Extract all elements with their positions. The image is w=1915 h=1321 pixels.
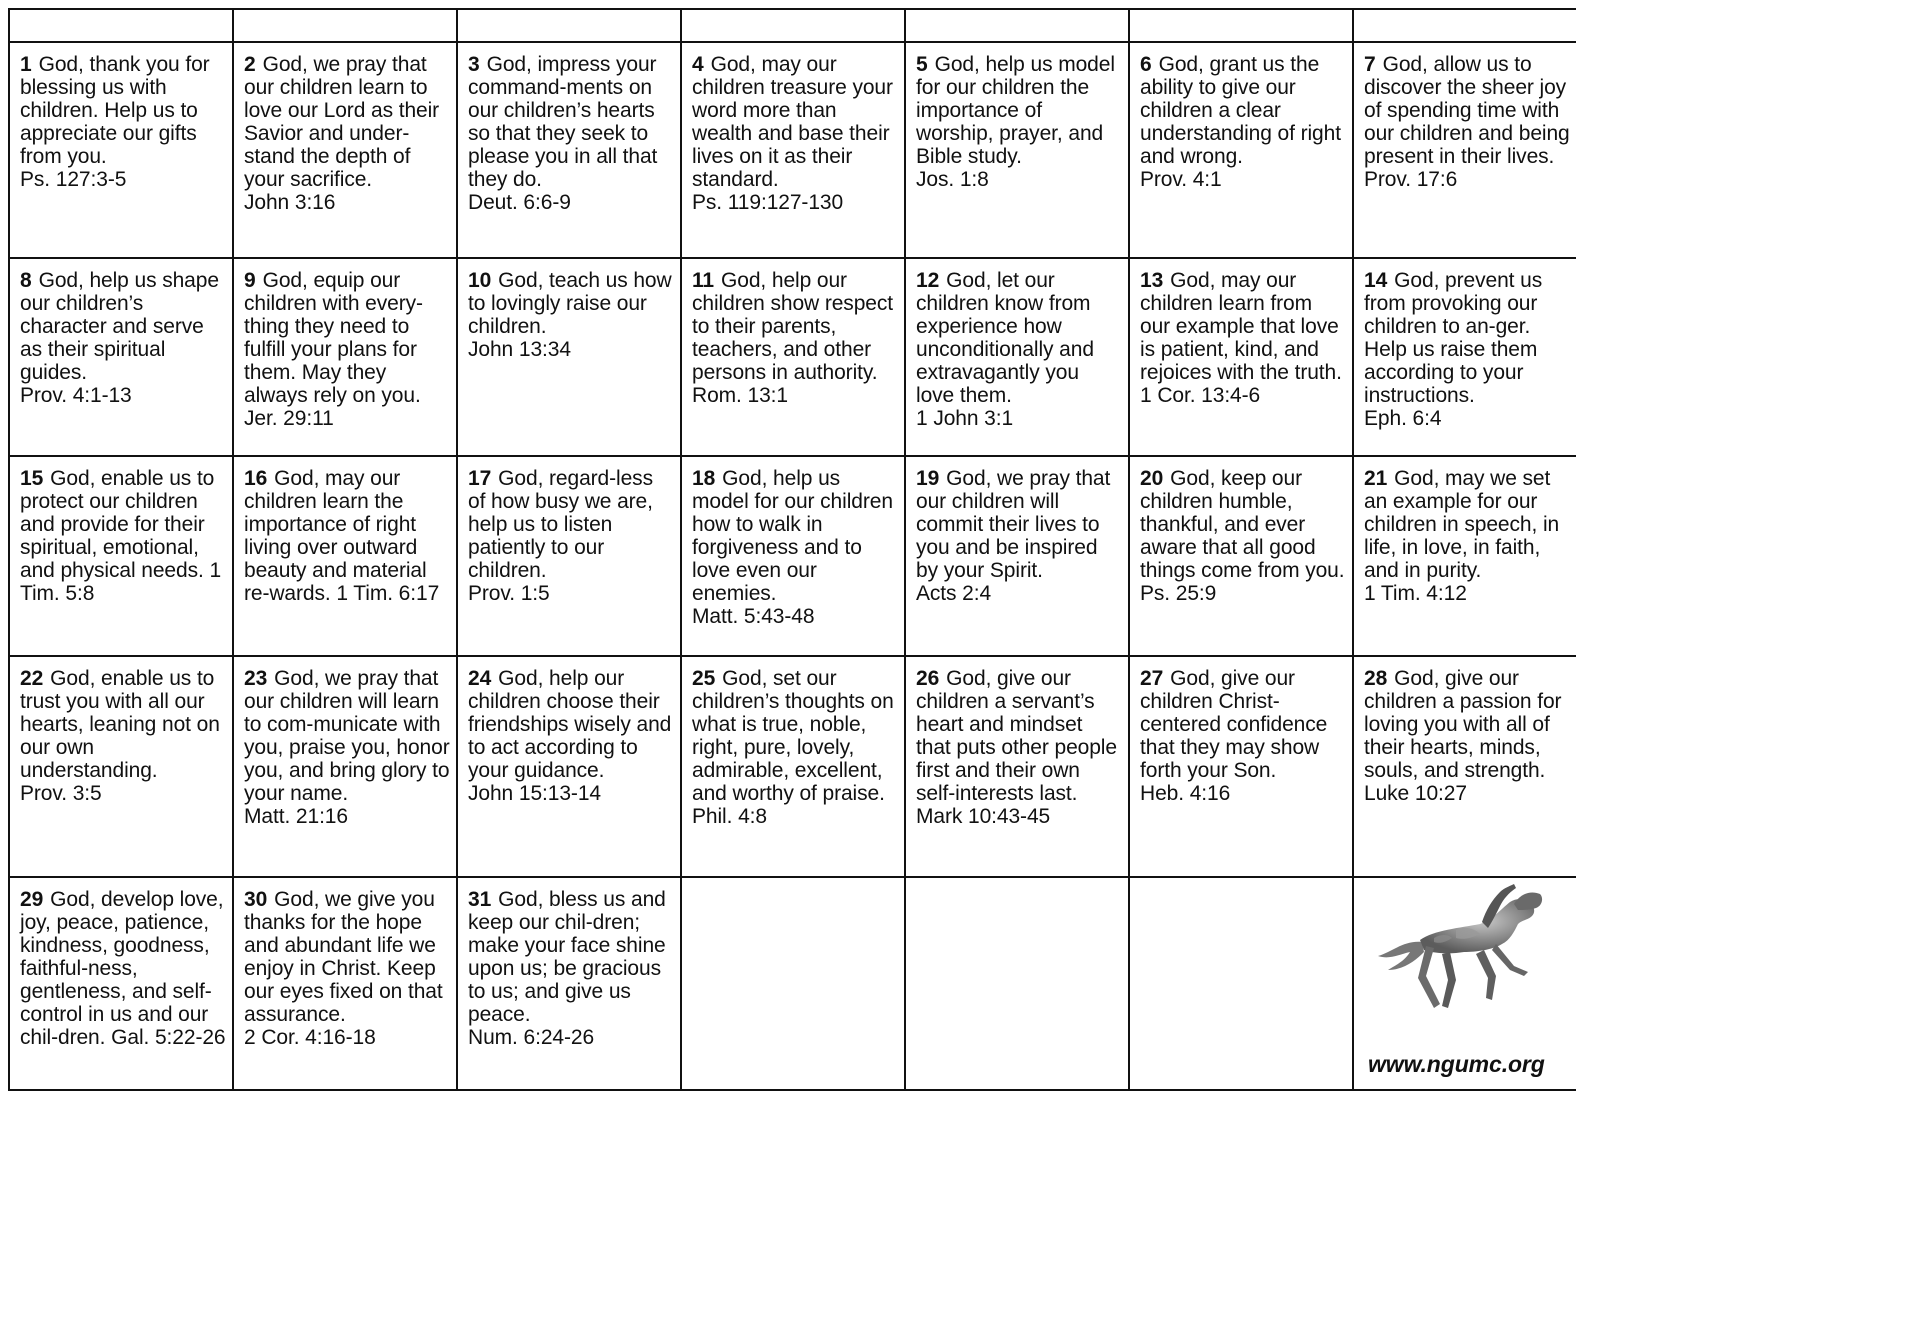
scripture-ref: 1 John 3:1 [916,407,1014,430]
day-cell [456,878,680,1089]
day-cell [8,657,232,876]
day-prayer: God, give our children a servant’s heart and mindset that puts other people first and their own self-interests last. [916,667,1117,805]
week-row [8,257,1576,455]
day-cell [1128,43,1352,257]
day-number: 18 [692,467,716,490]
day-prayer: God, give our children Christ-centered confidence that they may show forth your Son. [1140,667,1328,782]
scripture-ref: Ps. 25:9 [1140,582,1217,605]
day-cell [1128,457,1352,655]
day-number: 25 [692,667,716,690]
day-prayer: God, equip our children with every-thing they need to fulfill your plans for them. May they always rely on you. [244,269,423,407]
week-row [8,876,1576,1091]
day-prayer: God, grant us the ability to give our children a clear understanding of right and wrong. [1140,53,1341,168]
scripture-ref: Prov. 1:5 [468,582,550,605]
scripture-ref: 1 Tim. 5:8 [20,559,222,605]
day-prayer: God, we pray that our children learn to love our Lord as their Savior and under-stand the depth of your sacrifice. [244,53,440,191]
day-prayer: God, thank you for blessing us with children. Help us to appreciate our gifts from you. [20,53,210,168]
day-number: 16 [244,467,268,490]
week-row [8,41,1576,257]
day-cell [1352,457,1576,655]
day-cell [904,259,1128,455]
day-cell [456,259,680,455]
empty-day-cell [904,878,1128,1089]
day-cell [232,457,456,655]
day-number: 2 [244,53,256,76]
day-number: 21 [1364,467,1388,490]
day-number: 17 [468,467,492,490]
day-prayer: God, keep our children humble, thankful, and ever aware that all good things come from you. [1140,467,1345,582]
scripture-ref: Phil. 4:8 [692,805,767,828]
header-cell [456,8,680,41]
day-prayer: God, we give you thanks for the hope and abundant life we enjoy in Christ. Keep our eyes fixed on that assurance. [244,888,443,1026]
day-cell [680,43,904,257]
day-number: 14 [1364,269,1388,292]
logo-cell [1352,878,1576,1089]
scripture-ref: John 3:16 [244,191,336,214]
scripture-ref: 1 Tim. 4:12 [1364,582,1467,605]
day-cell [8,457,232,655]
day-cell [232,878,456,1089]
header-row [8,8,1576,41]
day-cell [1352,657,1576,876]
day-cell [232,259,456,455]
scripture-ref: Prov. 4:1 [1140,168,1222,191]
day-number: 11 [692,269,714,292]
scripture-ref: Prov. 3:5 [20,782,102,805]
scripture-ref: Acts 2:4 [916,582,992,605]
day-number: 13 [1140,269,1164,292]
day-prayer: God, let our children know from experience how unconditionally and extravagantly you love them. [916,269,1094,407]
day-cell [456,43,680,257]
day-cell [680,457,904,655]
day-cell [8,43,232,257]
day-prayer: God, help our children show respect to their parents, teachers, and other persons in authority. [692,269,893,384]
day-number: 19 [916,467,940,490]
day-number: 6 [1140,53,1152,76]
scripture-ref: Ps. 127:3-5 [20,168,127,191]
day-prayer: God, help our children choose their friendships wisely and to act according to your guidance. [468,667,672,782]
day-cell [904,657,1128,876]
day-prayer: God, bless us and keep our chil-dren; make your face shine upon us; be gracious to us; and give us peace. [468,888,666,1026]
scripture-ref: Matt. 5:43-48 [692,605,815,628]
header-cell [232,8,456,41]
day-prayer: God, set our children’s thoughts on what is true, noble, right, pure, lovely, admirable, excellent, and worthy of praise. [692,667,894,805]
scripture-ref: 1 Tim. 6:17 [336,582,440,605]
day-cell [232,43,456,257]
day-cell [680,259,904,455]
scripture-ref: 2 Cor. 4:16-18 [244,1026,376,1049]
day-number: 9 [244,269,256,292]
day-cell [456,657,680,876]
day-number: 8 [20,269,32,292]
day-cell [1128,657,1352,876]
day-number: 22 [20,667,44,690]
day-prayer: God, help us model for our children the importance of worship, prayer, and Bible study. [916,53,1115,168]
day-number: 10 [468,269,492,292]
day-number: 3 [468,53,480,76]
scripture-ref: John 15:13-14 [468,782,601,805]
scripture-ref: Gal. 5:22-26 [111,1026,226,1049]
day-prayer: God, enable us to protect our children and provide for their spiritual, emotional, and physical needs. [20,467,215,582]
scripture-ref: John 13:34 [468,338,571,361]
day-prayer: God, allow us to discover the sheer joy of spending time with our children and being present in their lives. [1364,53,1570,168]
day-prayer: God, develop love, joy, peace, patience, kindness, goodness, faithful-ness, gentleness, and self-control in us and our chil-dren. [20,888,224,1049]
empty-day-cell [680,878,904,1089]
week-row [8,655,1576,876]
day-number: 30 [244,888,268,911]
day-prayer: God, may our children learn the importance of right living over outward beauty and material re-wards. [244,467,427,605]
day-cell [1352,259,1576,455]
day-cell [1128,259,1352,455]
scripture-ref: Num. 6:24-26 [468,1026,595,1049]
scripture-ref: Eph. 6:4 [1364,407,1442,430]
day-number: 26 [916,667,940,690]
day-number: 27 [1140,667,1164,690]
scripture-ref: Prov. 4:1-13 [20,384,132,407]
header-cell [1352,8,1576,41]
week-row [8,455,1576,655]
day-number: 5 [916,53,928,76]
day-number: 29 [20,888,44,911]
scripture-ref: Rom. 13:1 [692,384,788,407]
day-prayer: God, enable us to trust you with all our hearts, leaning not on our own understanding. [20,667,220,782]
empty-day-cell [1128,878,1352,1089]
day-prayer: God, give our children a passion for loving you with all of their hearts, minds, souls, and strength. [1364,667,1562,782]
scripture-ref: Mark 10:43-45 [916,805,1051,828]
day-number: 28 [1364,667,1388,690]
header-cell [8,8,232,41]
scripture-ref: Matt. 21:16 [244,805,348,828]
day-number: 12 [916,269,940,292]
scripture-ref: Prov. 17:6 [1364,168,1458,191]
day-cell [904,457,1128,655]
website-link[interactable]: www.ngumc.org [1368,1051,1545,1077]
day-cell [680,657,904,876]
day-number: 23 [244,667,268,690]
day-prayer: God, may we set an example for our children in speech, in life, in love, in faith, and in purity. [1364,467,1560,582]
day-prayer: God, impress your command-ments on our children’s hearts so that they seek to please you in all that they do. [468,53,658,191]
day-number: 20 [1140,467,1164,490]
day-prayer: God, may our children treasure your word more than wealth and base their lives on it as their standard. [692,53,893,191]
day-number: 31 [468,888,492,911]
day-prayer: God, we pray that our children will commit their lives to you and be inspired by your Spirit. [916,467,1111,582]
scripture-ref: Ps. 119:127-130 [692,191,844,214]
scripture-ref: Heb. 4:16 [1140,782,1231,805]
day-prayer: God, help us shape our children’s character and serve as their spiritual guides. [20,269,219,384]
scripture-ref: Luke 10:27 [1364,782,1467,805]
header-cell [680,8,904,41]
day-cell [232,657,456,876]
scripture-ref: Jer. 29:11 [244,407,334,430]
day-prayer: God, regard-less of how busy we are, help us to listen patiently to our children. [468,467,653,582]
scripture-ref: Jos. 1:8 [916,168,989,191]
day-cell [8,259,232,455]
day-prayer: God, we pray that our children will learn to com-municate with you, praise you, honor you, and bring glory to your name. [244,667,450,805]
day-cell [1352,43,1576,257]
day-cell [8,878,232,1089]
day-prayer: God, prevent us from provoking our children to an-ger. Help us raise them according to your instructions. [1364,269,1543,407]
day-number: 1 [20,53,32,76]
day-number: 15 [20,467,44,490]
header-cell [1128,8,1352,41]
day-number: 24 [468,667,492,690]
day-number: 7 [1364,53,1376,76]
horse-rider-globe-icon [1364,880,1554,1030]
day-cell [456,457,680,655]
header-cell [904,8,1128,41]
day-cell [904,43,1128,257]
day-prayer: God, may our children learn from our example that love is patient, kind, and rejoices with the truth. [1140,269,1342,384]
day-prayer: God, teach us how to lovingly raise our children. [468,269,672,338]
scripture-ref: Deut. 6:6-9 [468,191,571,214]
calendar-grid [8,41,1576,1091]
scripture-ref: 1 Cor. 13:4-6 [1140,384,1261,407]
day-number: 4 [692,53,704,76]
day-prayer: God, help us model for our children how to walk in forgiveness and to love even our enemies. [692,467,893,605]
